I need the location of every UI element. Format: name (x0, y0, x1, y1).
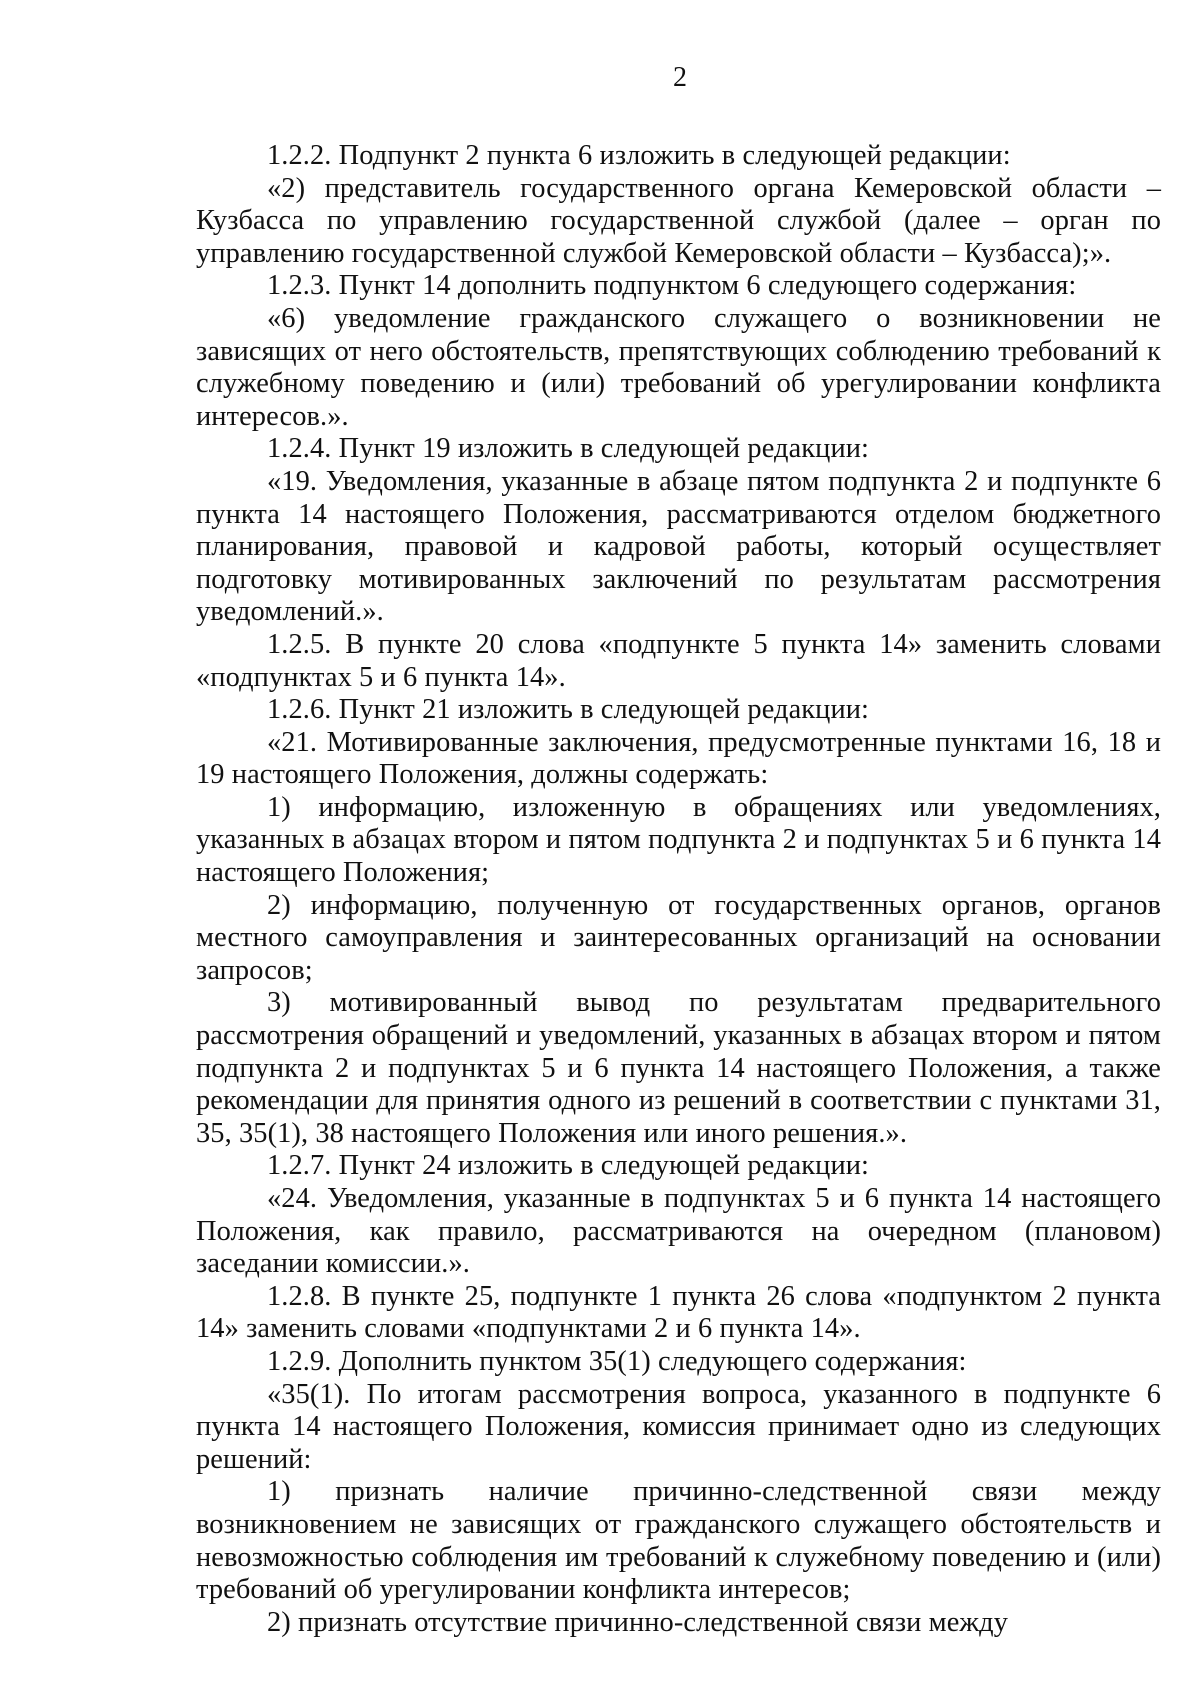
paragraph: 2) информацию, полученную от государственных органов, органов местного самоуправления и заинтересованных организаций на основании запросов; (196, 889, 1161, 986)
paragraph: 1.2.6. Пункт 21 изложить в следующей редакции: (267, 694, 870, 726)
paragraph: «21. Мотивированные заключения, предусмотренные пунктами 16, 18 и 19 настоящего Положения, должны содержать: (196, 726, 1161, 791)
paragraph: 2) признать отсутствие причинно-следственной связи между (267, 1606, 1008, 1638)
paragraph: «19. Уведомления, указанные в абзаце пятом подпункта 2 и подпункте 6 пункта 14 настоящего Положения, рассматриваются отделом бюджетного планирования, правовой и кадровой работы, который осуществляет подготовку мотивированных заключений по результатам рассмотрения уведомлений.». (196, 465, 1161, 628)
paragraph: «35(1). По итогам рассмотрения вопроса, указанного в подпункте 6 пункта 14 настоящего Положения, комиссия принимает одно из следующих решений: (196, 1378, 1161, 1475)
paragraph: 1.2.9. Дополнить пунктом 35(1) следующего содержания: (267, 1345, 967, 1377)
paragraph: 1.2.7. Пункт 24 изложить в следующей редакции: (267, 1150, 870, 1182)
document-body (196, 140, 1161, 1639)
paragraph: 1) признать наличие причинно-следственной связи между возникновением не зависящих от гражданского служащего обстоятельств и невозможностью соблюдения им требований к служебному поведению и (или) требований об урегулировании конфликта интересов; (196, 1476, 1161, 1606)
page-number: 2 (673, 62, 687, 93)
paragraph: 1.2.3. Пункт 14 дополнить подпунктом 6 следующего содержания: (267, 270, 1077, 302)
paragraph: 1.2.8. В пункте 25, подпункте 1 пункта 26 слова «подпунктом 2 пункта 14» заменить словами «подпунктами 2 и 6 пункта 14». (196, 1280, 1161, 1345)
paragraph: 1) информацию, изложенную в обращениях или уведомлениях, указанных в абзацах втором и пятом подпункта 2 и подпунктах 5 и 6 пункта 14 настоящего Положения; (196, 791, 1161, 889)
paragraph: 1.2.5. В пункте 20 слова «подпункте 5 пункта 14» заменить словами «подпунктах 5 и 6 пункта 14». (196, 628, 1161, 693)
paragraph: «24. Уведомления, указанные в подпунктах 5 и 6 пункта 14 настоящего Положения, как правило, рассматриваются на очередном (плановом) заседании комиссии.». (196, 1183, 1161, 1280)
paragraph: «2) представитель государственного органа Кемеровской области – Кузбасса по управлению государственной службой (далее – орган по управлению государственной службой Кемеровской области – Кузбасса);». (196, 172, 1161, 269)
paragraph: «6) уведомление гражданского служащего о возникновении не зависящих от него обстоятельств, препятствующих соблюдению требований к служебному поведению и (или) требований об урегулировании конфликта интересов.». (196, 302, 1161, 432)
paragraph: 1.2.4. Пункт 19 изложить в следующей редакции: (267, 433, 870, 465)
paragraph: 1.2.2. Подпункт 2 пункта 6 изложить в следующей редакции: (267, 140, 1011, 171)
paragraph: 3) мотивированный вывод по результатам предварительного рассмотрения обращений и уведомлений, указанных в абзацах втором и пятом подпункта 2 и подпунктах 5 и 6 пункта 14 настоящего Положения, а также рекомендации для принятия одного из решений в соответствии с пунктами 31, 35, 35(1), 38 настоящего Положения или иного решения.». (196, 987, 1161, 1149)
